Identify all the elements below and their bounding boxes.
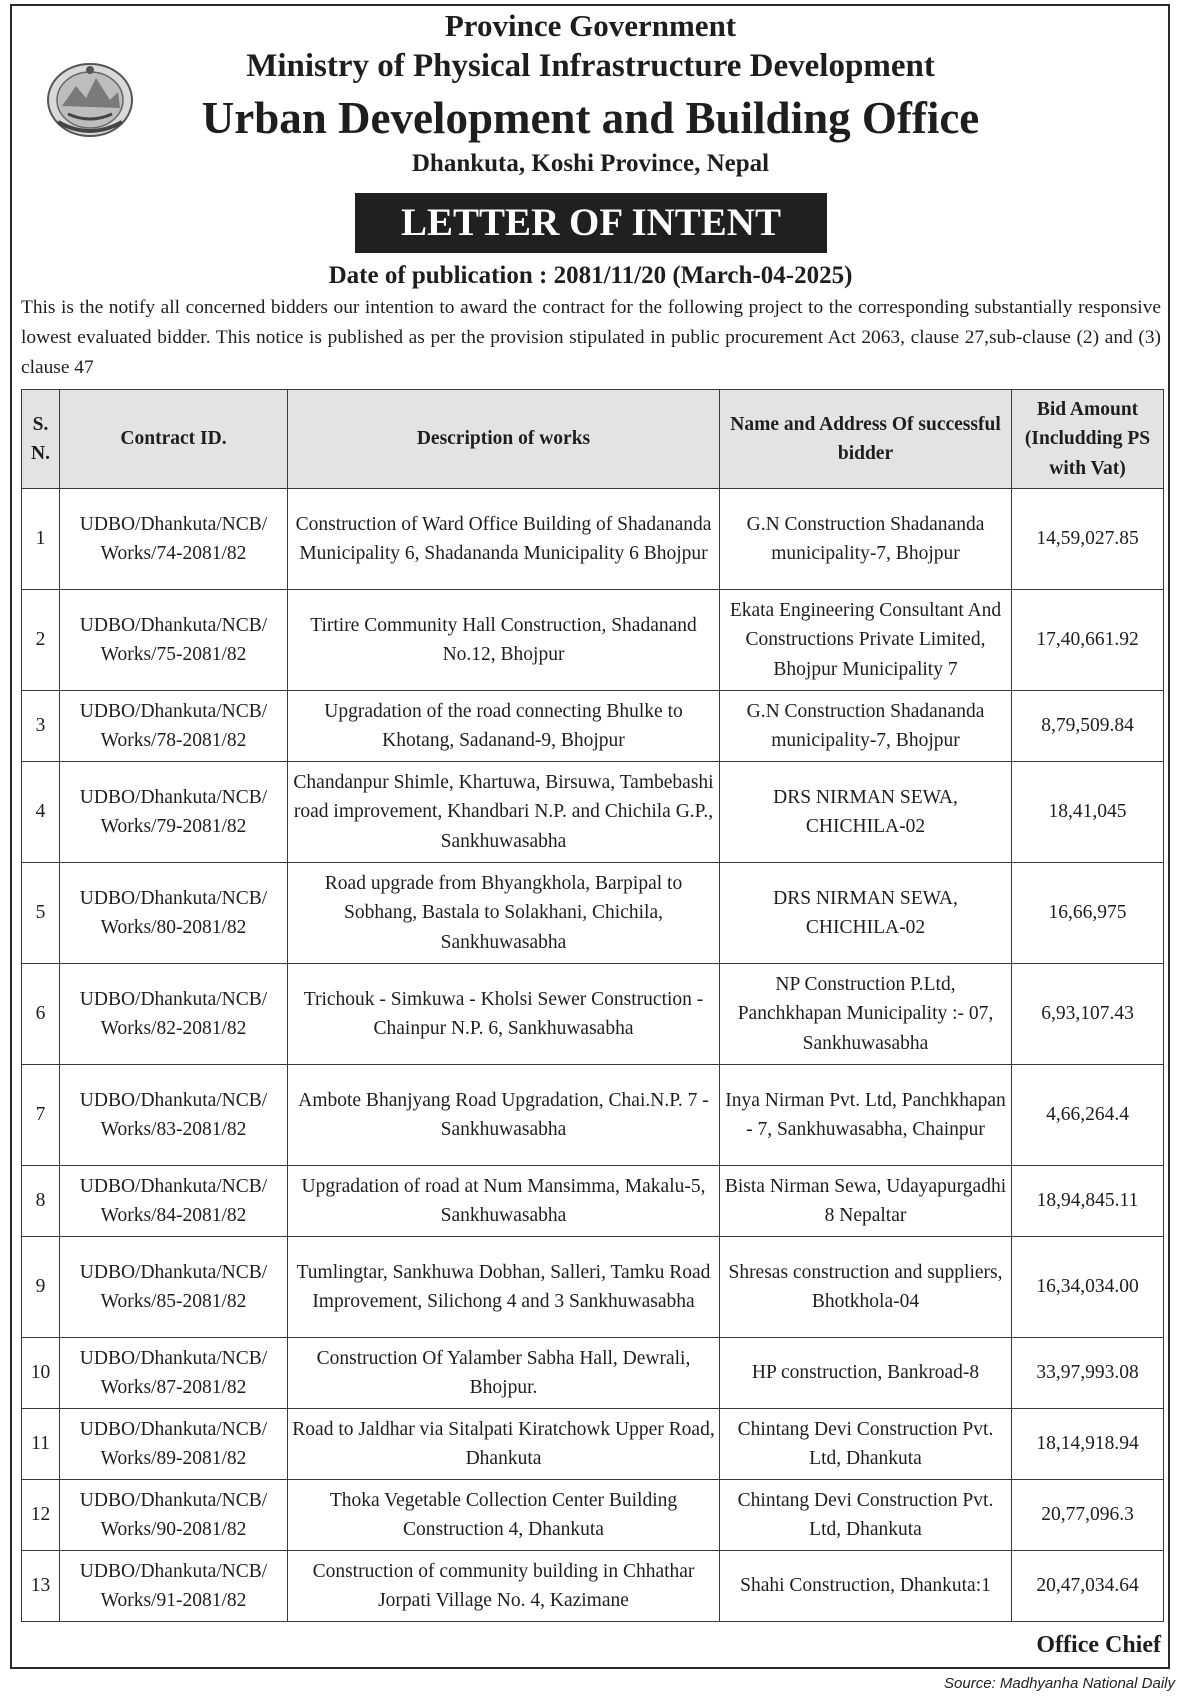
cell-contract-id: UDBO/Dhankuta/NCB/ Works/87-2081/82 bbox=[60, 1338, 288, 1409]
cell-contract-id: UDBO/Dhankuta/NCB/ Works/91-2081/82 bbox=[60, 1551, 288, 1622]
cell-bid-amount: 16,66,975 bbox=[1012, 863, 1164, 964]
cell-contract-id: UDBO/Dhankuta/NCB/ Works/80-2081/82 bbox=[60, 863, 288, 964]
cell-bid-amount: 17,40,661.92 bbox=[1012, 590, 1164, 691]
cell-description: Ambote Bhanjyang Road Upgradation, Chai.N.P. 7 - Sankhuwasabha bbox=[288, 1065, 720, 1166]
publication-date: Date of publication : 2081/11/20 (March-04-2025) bbox=[328, 262, 853, 289]
cell-bid-amount: 14,59,027.85 bbox=[1012, 489, 1164, 590]
table-row bbox=[22, 1065, 1164, 1166]
cell-description: Construction Of Yalamber Sabha Hall, Dewrali, Bhojpur. bbox=[288, 1338, 720, 1409]
header-description: Description of works bbox=[288, 390, 720, 489]
table-row bbox=[22, 1409, 1164, 1480]
cell-description: Tirtire Community Hall Construction, Shadanand No.12, Bhojpur bbox=[288, 590, 720, 691]
cell-sn: 9 bbox=[22, 1237, 60, 1338]
header-bidder: Name and Address Of successful bidder bbox=[720, 390, 1012, 489]
table-header-row bbox=[22, 390, 1164, 489]
table-row bbox=[22, 762, 1164, 863]
table-row bbox=[22, 489, 1164, 590]
cell-contract-id: UDBO/Dhankuta/NCB/ Works/83-2081/82 bbox=[60, 1065, 288, 1166]
cell-sn: 4 bbox=[22, 762, 60, 863]
cell-sn: 6 bbox=[22, 964, 60, 1065]
cell-bid-amount: 6,93,107.43 bbox=[1012, 964, 1164, 1065]
cell-contract-id: UDBO/Dhankuta/NCB/ Works/90-2081/82 bbox=[60, 1480, 288, 1551]
header-bid-amount: Bid Amount (Includding PS with Vat) bbox=[1012, 390, 1164, 489]
cell-description: Construction of Ward Office Building of Shadananda Municipality 6, Shadananda Municipality 6 Bhojpur bbox=[288, 489, 720, 590]
cell-description: Thoka Vegetable Collection Center Building Construction 4, Dhankuta bbox=[288, 1480, 720, 1551]
signatory: Office Chief bbox=[1036, 1632, 1161, 1658]
table-row bbox=[22, 1237, 1164, 1338]
office-title: Urban Development and Building Office bbox=[201, 93, 980, 143]
table-row bbox=[22, 863, 1164, 964]
cell-bidder: Inya Nirman Pvt. Ltd, Panchkhapan - 7, Sankhuwasabha, Chainpur bbox=[720, 1065, 1012, 1166]
cell-description: Upgradation of the road connecting Bhulke to Khotang, Sadanand-9, Bhojpur bbox=[288, 691, 720, 762]
cell-bid-amount: 16,34,034.00 bbox=[1012, 1237, 1164, 1338]
cell-contract-id: UDBO/Dhankuta/NCB/ Works/85-2081/82 bbox=[60, 1237, 288, 1338]
cell-contract-id: UDBO/Dhankuta/NCB/ Works/79-2081/82 bbox=[60, 762, 288, 863]
cell-description: Tumlingtar, Sankhuwa Dobhan, Salleri, Tamku Road Improvement, Silichong 4 and 3 Sankhuwasabha bbox=[288, 1237, 720, 1338]
cell-sn: 10 bbox=[22, 1338, 60, 1409]
cell-bidder: Shahi Construction, Dhankuta:1 bbox=[720, 1551, 1012, 1622]
cell-bidder: DRS NIRMAN SEWA, CHICHILA-02 bbox=[720, 762, 1012, 863]
cell-bidder: G.N Construction Shadananda municipality-7, Bhojpur bbox=[720, 489, 1012, 590]
cell-sn: 5 bbox=[22, 863, 60, 964]
cell-bid-amount: 18,94,845.11 bbox=[1012, 1166, 1164, 1237]
notice-title-banner: LETTER OF INTENT bbox=[355, 193, 827, 253]
cell-description: Road upgrade from Bhyangkhola, Barpipal to Sobhang, Bastala to Solakhani, Chichila, Sankhuwasabha bbox=[288, 863, 720, 964]
cell-bidder: Chintang Devi Construction Pvt. Ltd, Dhankuta bbox=[720, 1480, 1012, 1551]
cell-bidder: Ekata Engineering Consultant And Constructions Private Limited, Bhojpur Municipality 7 bbox=[720, 590, 1012, 691]
cell-sn: 8 bbox=[22, 1166, 60, 1237]
table-row bbox=[22, 1338, 1164, 1409]
table-row bbox=[22, 1551, 1164, 1622]
cell-bidder: Chintang Devi Construction Pvt. Ltd, Dhankuta bbox=[720, 1409, 1012, 1480]
cell-bid-amount: 20,47,034.64 bbox=[1012, 1551, 1164, 1622]
cell-contract-id: UDBO/Dhankuta/NCB/ Works/74-2081/82 bbox=[60, 489, 288, 590]
cell-bid-amount: 18,41,045 bbox=[1012, 762, 1164, 863]
cell-sn: 11 bbox=[22, 1409, 60, 1480]
award-table bbox=[21, 389, 1164, 1622]
cell-contract-id: UDBO/Dhankuta/NCB/ Works/75-2081/82 bbox=[60, 590, 288, 691]
office-address: Dhankuta, Koshi Province, Nepal bbox=[411, 150, 770, 177]
cell-bid-amount: 18,14,918.94 bbox=[1012, 1409, 1164, 1480]
table-row bbox=[22, 1480, 1164, 1551]
cell-bid-amount: 20,77,096.3 bbox=[1012, 1480, 1164, 1551]
cell-bidder: DRS NIRMAN SEWA, CHICHILA-02 bbox=[720, 863, 1012, 964]
province-title: Province Government bbox=[444, 8, 737, 43]
cell-contract-id: UDBO/Dhankuta/NCB/ Works/84-2081/82 bbox=[60, 1166, 288, 1237]
table-row bbox=[22, 691, 1164, 762]
header-contract-id: Contract ID. bbox=[60, 390, 288, 489]
cell-description: Chandanpur Shimle, Khartuwa, Birsuwa, Tambebashi road improvement, Khandbari N.P. and Chichila G.P., Sankhuwasabha bbox=[288, 762, 720, 863]
cell-bidder: Shresas construction and suppliers, Bhotkhola-04 bbox=[720, 1237, 1012, 1338]
table-row bbox=[22, 964, 1164, 1065]
cell-description: Construction of community building in Chhathar Jorpati Village No. 4, Kazimane bbox=[288, 1551, 720, 1622]
cell-bid-amount: 4,66,264.4 bbox=[1012, 1065, 1164, 1166]
cell-sn: 13 bbox=[22, 1551, 60, 1622]
cell-bidder: G.N Construction Shadananda municipality-7, Bhojpur bbox=[720, 691, 1012, 762]
ministry-title: Ministry of Physical Infrastructure Development bbox=[246, 48, 935, 84]
cell-description: Road to Jaldhar via Sitalpati Kiratchowk Upper Road, Dhankuta bbox=[288, 1409, 720, 1480]
table-row bbox=[22, 1166, 1164, 1237]
source-credit: Source: Madhyanha National Daily bbox=[944, 1675, 1175, 1692]
cell-sn: 12 bbox=[22, 1480, 60, 1551]
cell-bid-amount: 33,97,993.08 bbox=[1012, 1338, 1164, 1409]
cell-sn: 1 bbox=[22, 489, 60, 590]
cell-sn: 7 bbox=[22, 1065, 60, 1166]
cell-sn: 2 bbox=[22, 590, 60, 691]
cell-contract-id: UDBO/Dhankuta/NCB/ Works/89-2081/82 bbox=[60, 1409, 288, 1480]
cell-contract-id: UDBO/Dhankuta/NCB/ Works/82-2081/82 bbox=[60, 964, 288, 1065]
intro-paragraph: This is the notify all concerned bidders our intention to award the contract for the following project to the corresponding substantially responsive lowest evaluated bidder. This notice is published as per the provision stipulated in public procurement Act 2063, clause 27,sub-clause (2) and (3) clause 47 bbox=[21, 297, 1161, 378]
header-sn: S. N. bbox=[22, 390, 60, 489]
cell-contract-id: UDBO/Dhankuta/NCB/ Works/78-2081/82 bbox=[60, 691, 288, 762]
cell-bidder: Bista Nirman Sewa, Udayapurgadhi 8 Nepaltar bbox=[720, 1166, 1012, 1237]
cell-description: Upgradation of road at Num Mansimma, Makalu-5, Sankhuwasabha bbox=[288, 1166, 720, 1237]
table-row bbox=[22, 590, 1164, 691]
cell-sn: 3 bbox=[22, 691, 60, 762]
cell-bidder: NP Construction P.Ltd, Panchkhapan Municipality :- 07, Sankhuwasabha bbox=[720, 964, 1012, 1065]
cell-bidder: HP construction, Bankroad-8 bbox=[720, 1338, 1012, 1409]
cell-description: Trichouk - Simkuwa - Kholsi Sewer Construction - Chainpur N.P. 6, Sankhuwasabha bbox=[288, 964, 720, 1065]
cell-bid-amount: 8,79,509.84 bbox=[1012, 691, 1164, 762]
